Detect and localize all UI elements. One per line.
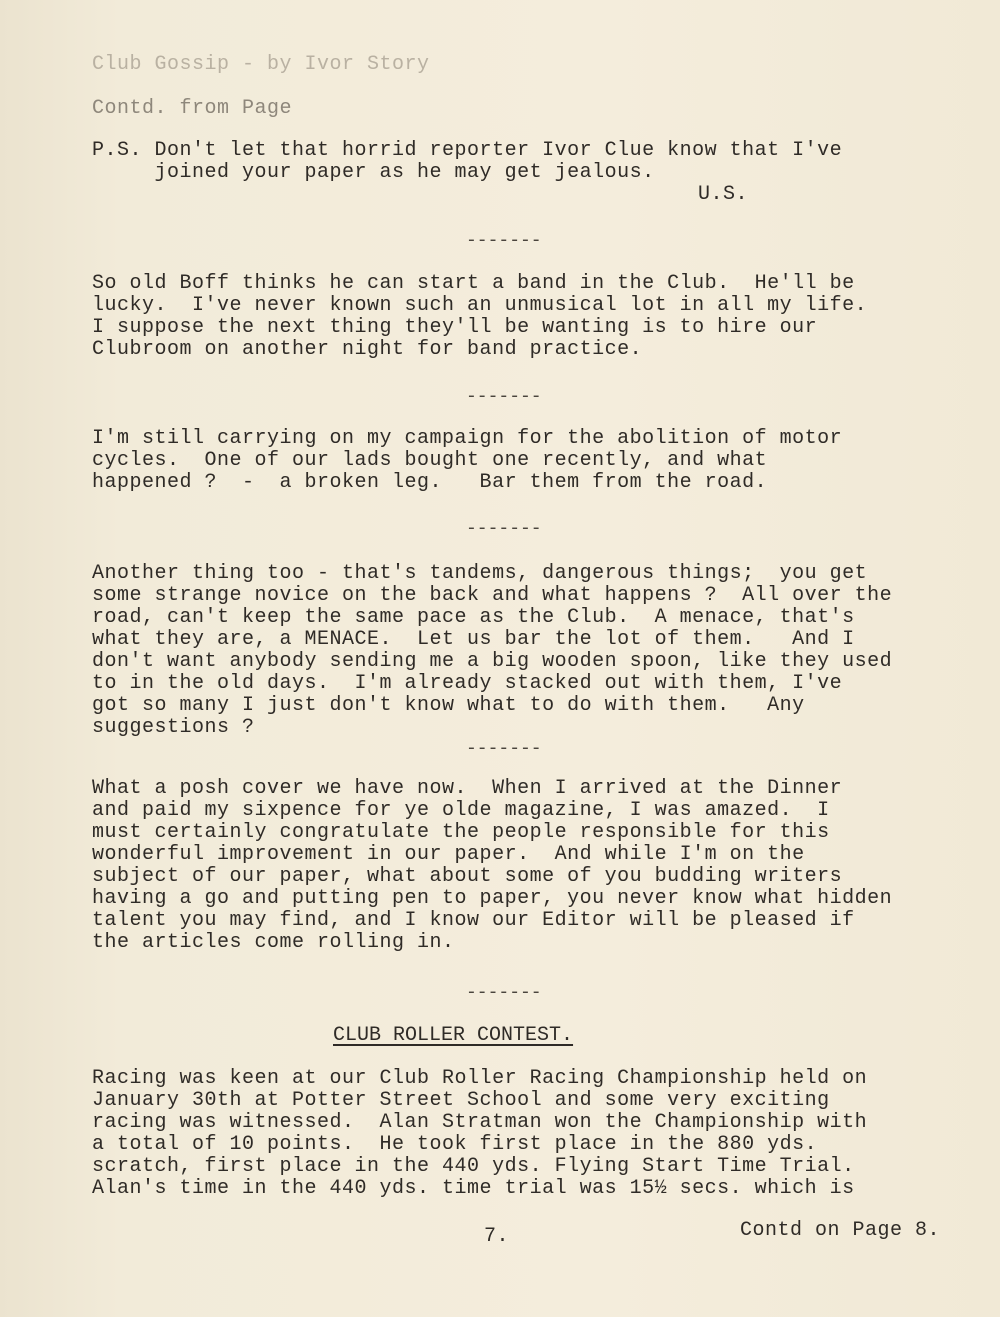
signature-initials: U.S. (698, 183, 749, 206)
paragraph-line: racing was witnessed. Alan Stratman won the Championship with (92, 1111, 868, 1134)
contd-on-label: Contd on Page 8. (740, 1219, 941, 1242)
contd-from-label: Contd. from Page (92, 97, 293, 120)
section-heading: CLUB ROLLER CONTEST. (333, 1024, 574, 1047)
paragraph-line: what they are, a MENACE. Let us bar the lot of them. And I (92, 628, 855, 651)
separator: ------- (466, 387, 542, 407)
paragraph-line: lucky. I've never known such an unmusical lot in all my life. (92, 294, 868, 317)
paragraph-line: to in the old days. I'm already stacked out with them, I've (92, 672, 843, 695)
paragraph-line: happened ? - a broken leg. Bar them from the road. (92, 471, 768, 494)
separator: ------- (466, 231, 542, 251)
paragraph-line: got so many I just don't know what to do with them. Any (92, 694, 805, 717)
page-number: 7. (484, 1225, 510, 1248)
paragraph-line: a total of 10 points. He took first place in the 880 yds. (92, 1133, 818, 1156)
paragraph-line: some strange novice on the back and what happens ? All over the (92, 584, 893, 607)
paragraph-line: cycles. One of our lads bought one recently, and what (92, 449, 768, 472)
separator: ------- (466, 519, 542, 539)
paragraph-line: wonderful improvement in our paper. And while I'm on the (92, 843, 805, 866)
paragraph-line: and paid my sixpence for ye olde magazine, I was amazed. I (92, 799, 830, 822)
paragraph-line: must certainly congratulate the people responsible for this (92, 821, 830, 844)
paragraph-line: scratch, first place in the 440 yds. Flying Start Time Trial. (92, 1155, 855, 1178)
paragraph-line: I suppose the next thing they'll be wanting is to hire our (92, 316, 818, 339)
paragraph-line: P.S. Don't let that horrid reporter Ivor Clue know that I've (92, 139, 843, 162)
paragraph-line: Another thing too - that's tandems, dangerous things; you get (92, 562, 868, 585)
paragraph-line: January 30th at Potter Street School and some very exciting (92, 1089, 830, 1112)
page-header-title: Club Gossip - by Ivor Story (92, 53, 430, 76)
separator: ------- (466, 739, 542, 759)
paragraph-line: the articles come rolling in. (92, 931, 455, 954)
paragraph-line: joined your paper as he may get jealous. (92, 161, 655, 184)
paragraph-line: subject of our paper, what about some of you budding writers (92, 865, 843, 888)
paragraph-line: talent you may find, and I know our Editor will be pleased if (92, 909, 855, 932)
paragraph-line: having a go and putting pen to paper, you never know what hidden (92, 887, 893, 910)
paragraph-line: I'm still carrying on my campaign for the abolition of motor (92, 427, 843, 450)
paragraph-line: What a posh cover we have now. When I arrived at the Dinner (92, 777, 843, 800)
paragraph-line: road, can't keep the same pace as the Club. A menace, that's (92, 606, 855, 629)
paragraph-line: Clubroom on another night for band practice. (92, 338, 643, 361)
paragraph-line: don't want anybody sending me a big wooden spoon, like they used (92, 650, 893, 673)
separator: ------- (466, 983, 542, 1003)
paragraph-line: So old Boff thinks he can start a band in the Club. He'll be (92, 272, 855, 295)
paragraph-line: Racing was keen at our Club Roller Racing Championship held on (92, 1067, 868, 1090)
paragraph-line: suggestions ? (92, 716, 255, 739)
paragraph-line: Alan's time in the 440 yds. time trial was 15½ secs. which is (92, 1177, 855, 1200)
